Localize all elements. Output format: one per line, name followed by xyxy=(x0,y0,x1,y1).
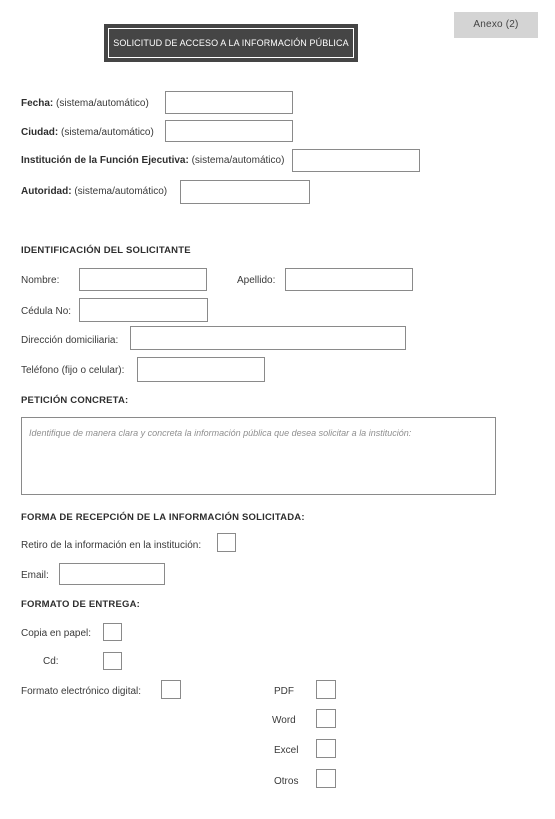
solicitante-heading: IDENTIFICACIÓN DEL SOLICITANTE xyxy=(21,245,191,256)
copia-label: Copia en papel: xyxy=(21,628,92,639)
email-label: Email: xyxy=(21,570,49,581)
pdf-checkbox[interactable] xyxy=(316,680,336,699)
pdf-label: PDF xyxy=(274,686,294,697)
form-title-box xyxy=(104,24,358,62)
otros-label: Otros xyxy=(274,776,299,787)
autoridad-field[interactable] xyxy=(180,180,310,204)
peticion-heading: PETICIÓN CONCRETA: xyxy=(21,395,129,406)
institucion-field[interactable] xyxy=(292,149,420,172)
institucion-label: Institución de la Función Ejecutiva: (sistema/automático) xyxy=(21,155,285,166)
electronico-label: Formato electrónico digital: xyxy=(21,686,142,697)
autoridad-label: Autoridad: (sistema/automático) xyxy=(21,186,168,197)
direccion-field[interactable] xyxy=(130,326,406,350)
recepcion-heading: FORMA DE RECEPCIÓN DE LA INFORMACIÓN SOLICITADA: xyxy=(21,512,305,523)
excel-label: Excel xyxy=(274,745,299,756)
fecha-label: Fecha: (sistema/automático) xyxy=(21,98,149,109)
fecha-field[interactable] xyxy=(165,91,293,114)
retiro-checkbox[interactable] xyxy=(217,533,236,552)
peticion-textarea[interactable] xyxy=(21,417,496,495)
nombre-label: Nombre: xyxy=(21,275,60,286)
cd-checkbox[interactable] xyxy=(103,652,122,670)
ciudad-field[interactable] xyxy=(165,120,293,142)
retiro-label: Retiro de la información en la institución: xyxy=(21,540,202,551)
form-title: SOLICITUD DE ACCESO A LA INFORMACIÓN PÚBLICA xyxy=(108,28,354,58)
peticion-placeholder: Identifique de manera clara y concreta la información pública que desea solicitar a la institución: xyxy=(29,428,412,438)
nombre-field[interactable] xyxy=(79,268,207,291)
telefono-label: Teléfono (fijo o celular): xyxy=(21,365,125,376)
ciudad-label: Ciudad: (sistema/automático) xyxy=(21,127,154,138)
annex-badge: Anexo (2) xyxy=(454,12,538,38)
cd-label: Cd: xyxy=(43,656,59,667)
otros-checkbox[interactable] xyxy=(316,769,336,788)
cedula-field[interactable] xyxy=(79,298,208,322)
apellido-label: Apellido: xyxy=(237,275,276,286)
direccion-label: Dirección domiciliaria: xyxy=(21,335,119,346)
excel-checkbox[interactable] xyxy=(316,739,336,758)
electronico-checkbox[interactable] xyxy=(161,680,181,699)
apellido-field[interactable] xyxy=(285,268,413,291)
word-label: Word xyxy=(272,715,296,726)
copia-checkbox[interactable] xyxy=(103,623,122,641)
formato-heading: FORMATO DE ENTREGA: xyxy=(21,599,141,610)
telefono-field[interactable] xyxy=(137,357,265,382)
cedula-label: Cédula No: xyxy=(21,306,72,317)
email-field[interactable] xyxy=(59,563,165,585)
word-checkbox[interactable] xyxy=(316,709,336,728)
